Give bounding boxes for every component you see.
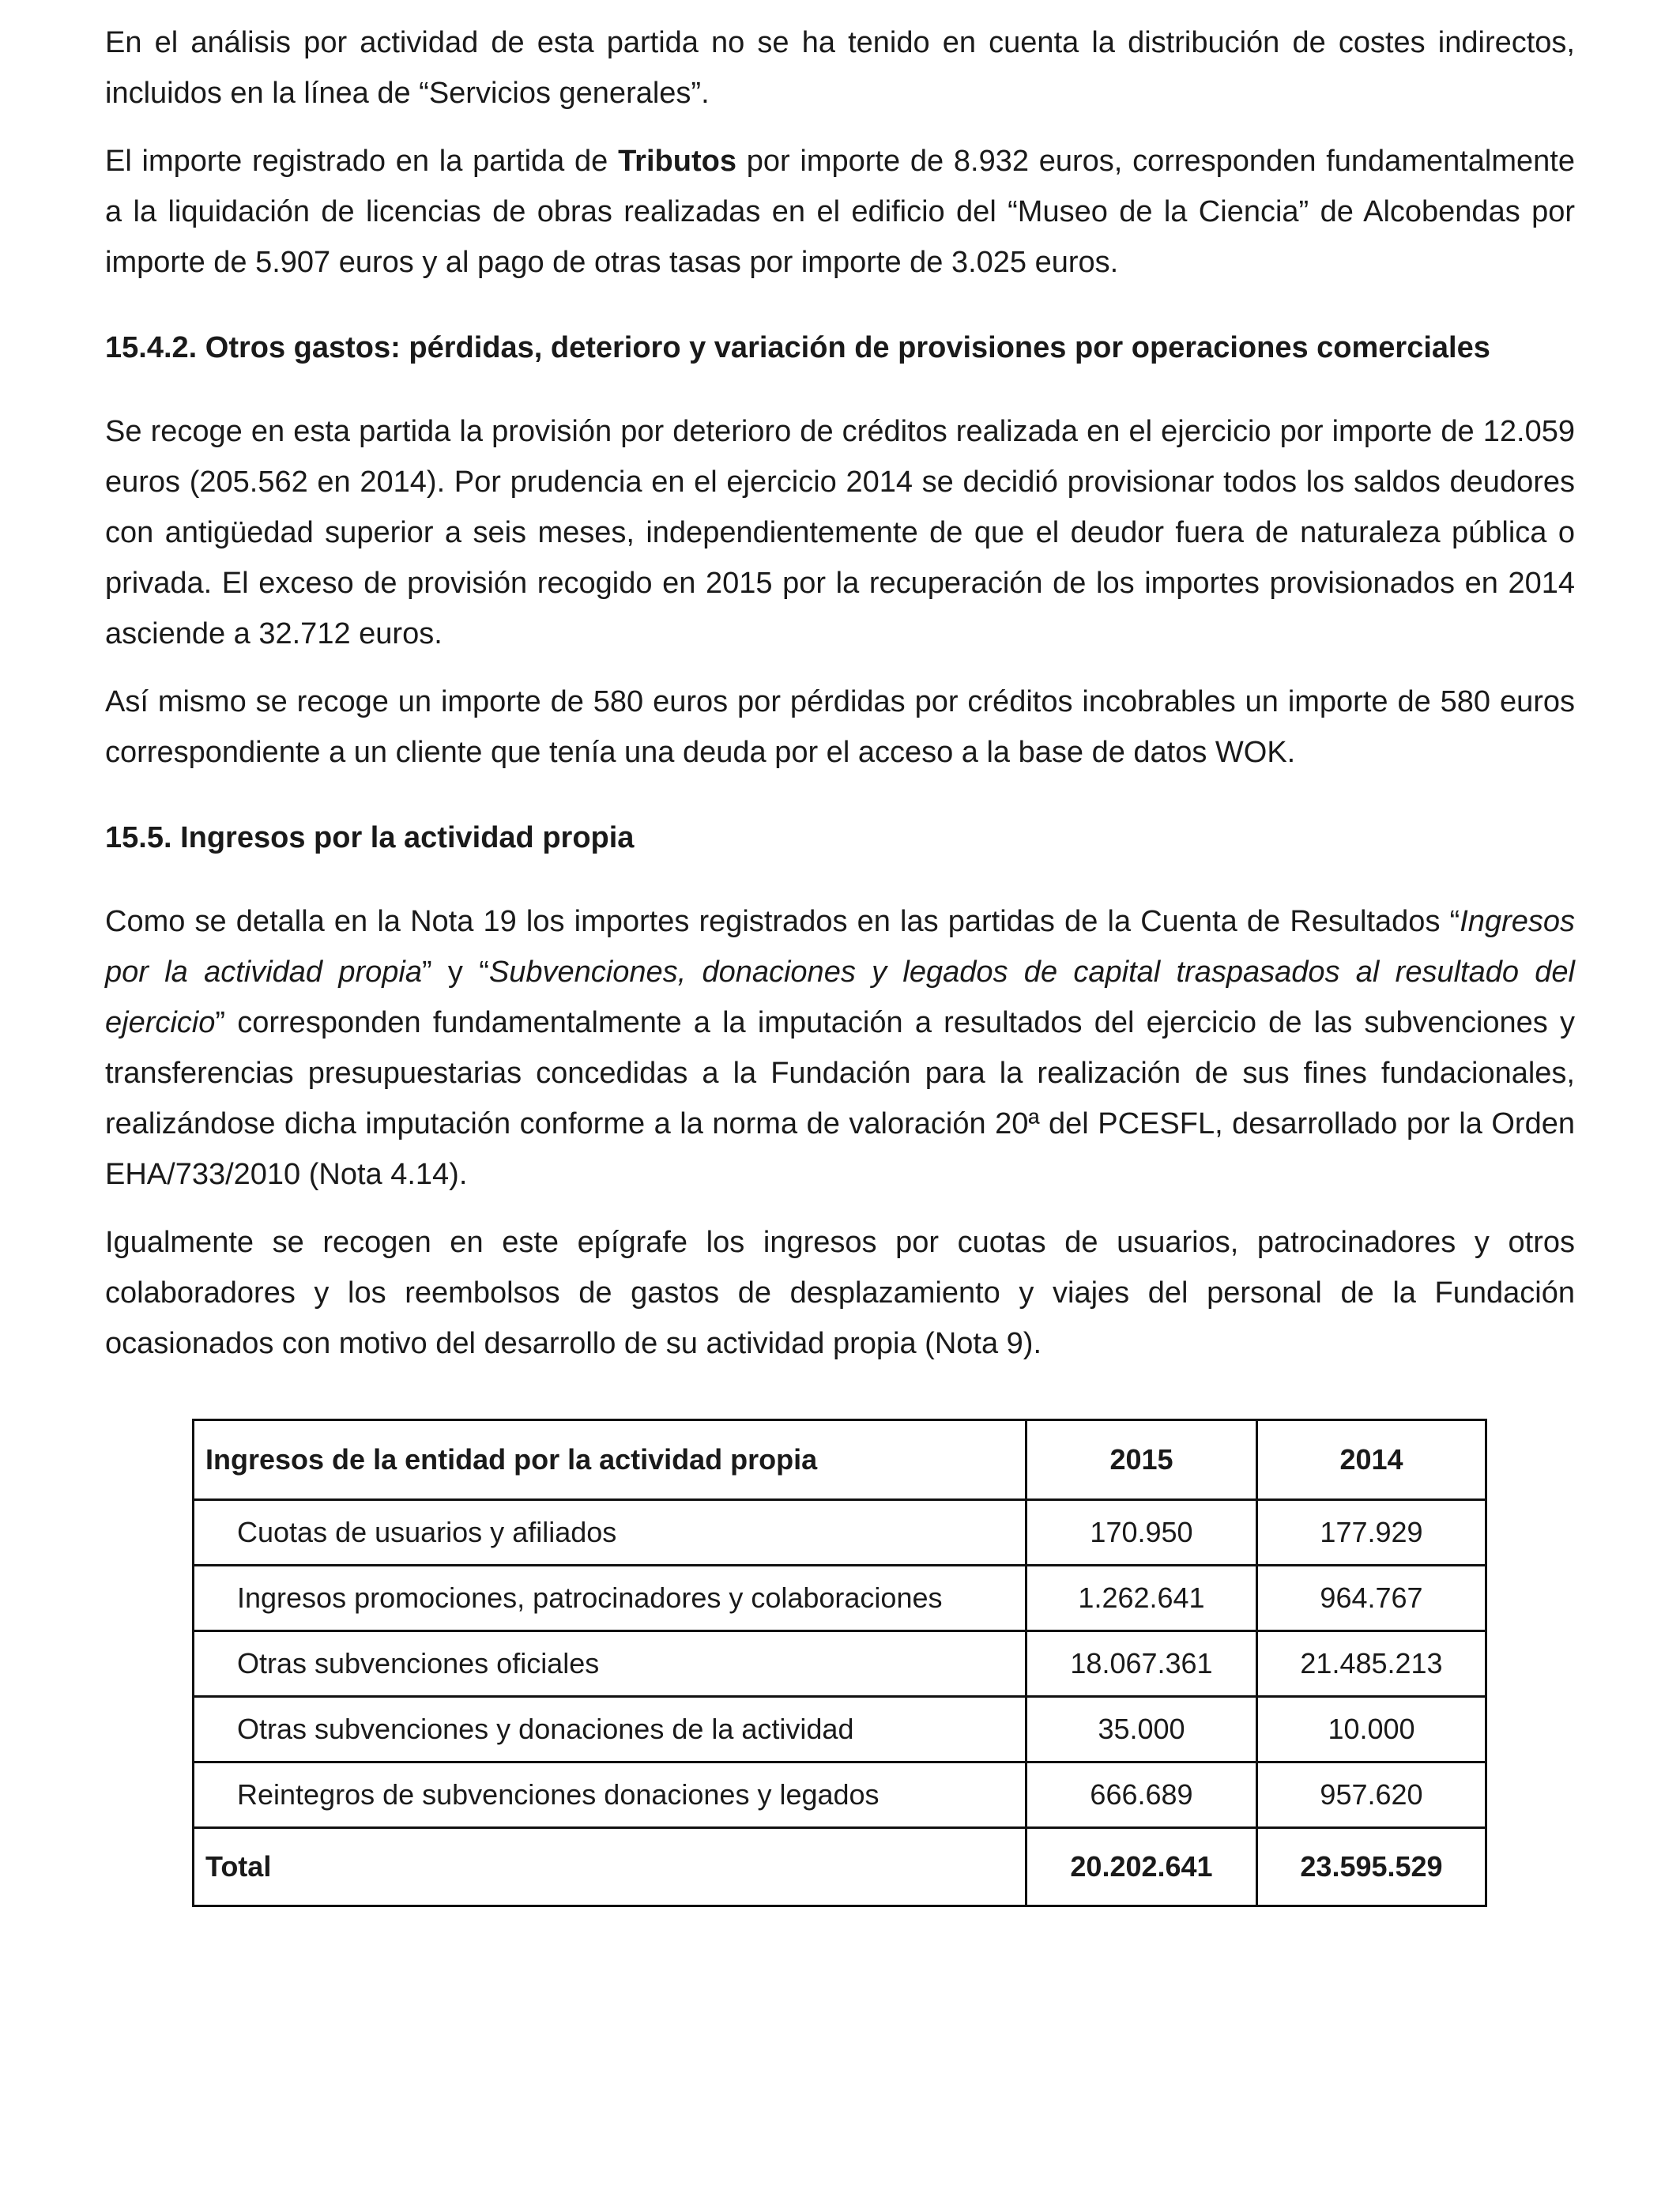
- paragraph-nota-19: [105, 896, 1575, 1200]
- row-value-2015: 18.067.361: [1026, 1631, 1257, 1697]
- paragraph-nota-19-b: ” y “: [421, 956, 489, 989]
- row-value-2015: 35.000: [1026, 1697, 1257, 1762]
- income-table-wrapper: [192, 1419, 1485, 1907]
- section-heading-15-4-2: 15.4.2. Otros gastos: pérdidas, deterioro y variación de provisiones por operaciones comerciales: [105, 331, 1490, 364]
- row-label: Otras subvenciones y donaciones de la actividad: [194, 1697, 1026, 1762]
- section-heading-15-5: 15.5. Ingresos por la actividad propia: [105, 821, 635, 854]
- row-label: Ingresos promociones, patrocinadores y colaboraciones: [194, 1566, 1026, 1631]
- table-row: [194, 1762, 1486, 1828]
- paragraph-tributos: [105, 136, 1575, 288]
- table-header-row: [194, 1420, 1486, 1500]
- row-value-2014: 964.767: [1257, 1566, 1486, 1631]
- row-label: Otras subvenciones oficiales: [194, 1631, 1026, 1697]
- table-row: [194, 1697, 1486, 1762]
- paragraph-tributos-before: El importe registrado en la partida de: [105, 145, 619, 178]
- total-value-2014: 23.595.529: [1257, 1828, 1486, 1906]
- paragraph-provision-deterioro: Se recoge en esta partida la provisión por deterioro de créditos realizada en el ejercicio por importe de 12.059 euros (205.562 en 2014). Por prudencia en el ejercicio 2014 se decidió provisionar todos los saldos deudores con antigüedad superior a seis meses, independientemente de que el deudor fuera de naturaleza pública o privada. El exceso de provisión recogido en 2015 por la recuperación de los importes provisionados en 2014 asciende a 32.712 euros.: [105, 415, 1575, 650]
- row-value-2015: 666.689: [1026, 1762, 1257, 1828]
- income-table: [192, 1419, 1487, 1907]
- total-value-2015: 20.202.641: [1026, 1828, 1257, 1906]
- table-row: [194, 1566, 1486, 1631]
- table-header-2015: 2015: [1026, 1420, 1257, 1500]
- row-value-2014: 10.000: [1257, 1697, 1486, 1762]
- table-row: [194, 1500, 1486, 1566]
- paragraph-nota-19-c: ” corresponden fundamentalmente a la imputación a resultados del ejercicio de las subvenciones y transferencias presupuestarias concedidas a la Fundación para la realización de sus fines fundacionales, realizándose dicha imputación conforme a la norma de valoración 20ª del PCESFL, desarrollado por la Orden EHA/733/2010 (Nota 4.14).: [105, 1006, 1575, 1191]
- paragraph-cuotas-usuarios: Igualmente se recogen en este epígrafe los ingresos por cuotas de usuarios, patrocinadores y otros colaboradores y los reembolsos de gastos de desplazamiento y viajes del personal de la Fundación ocasionados con motivo del desarrollo de su actividad propia (Nota 9).: [105, 1226, 1575, 1360]
- page-content: [105, 17, 1575, 1369]
- total-label: Total: [194, 1828, 1026, 1906]
- paragraph-nota-19-a: Como se detalla en la Nota 19 los importes registrados en las partidas de la Cuenta de Resultados “: [105, 905, 1460, 938]
- paragraph-nota-19-italic-2: Subvenciones, donaciones y legados de capital traspasados al resultado del ejercicio: [105, 956, 1575, 1039]
- table-total-row: [194, 1828, 1486, 1906]
- paragraph-tributos-bold: Tributos: [618, 145, 736, 178]
- row-label: Reintegros de subvenciones donaciones y legados: [194, 1762, 1026, 1828]
- row-value-2014: 177.929: [1257, 1500, 1486, 1566]
- table-header-label: Ingresos de la entidad por la actividad propia: [194, 1420, 1026, 1500]
- table-row: [194, 1631, 1486, 1697]
- row-value-2014: 957.620: [1257, 1762, 1486, 1828]
- row-value-2015: 170.950: [1026, 1500, 1257, 1566]
- paragraph-tributos-after: por importe de 8.932 euros, corresponden fundamentalmente a la liquidación de licencias de obras realizadas en el edificio del “Museo de la Ciencia” de Alcobendas por importe de 5.907 euros y al pago de otras tasas por importe de 3.025 euros.: [105, 145, 1575, 279]
- table-header-2014: 2014: [1257, 1420, 1486, 1500]
- paragraph-creditos-incobrables: Así mismo se recoge un importe de 580 euros por pérdidas por créditos incobrables un importe de 580 euros correspondiente a un cliente que tenía una deuda por el acceso a la base de datos WOK.: [105, 685, 1575, 769]
- row-label: Cuotas de usuarios y afiliados: [194, 1500, 1026, 1566]
- paragraph-nota-19-italic-1: Ingresos por la actividad propia: [105, 905, 1575, 989]
- paragraph-indirect-costs: En el análisis por actividad de esta partida no se ha tenido en cuenta la distribución de costes indirectos, incluidos en la línea de “Servicios generales”.: [105, 26, 1575, 110]
- row-value-2014: 21.485.213: [1257, 1631, 1486, 1697]
- row-value-2015: 1.262.641: [1026, 1566, 1257, 1631]
